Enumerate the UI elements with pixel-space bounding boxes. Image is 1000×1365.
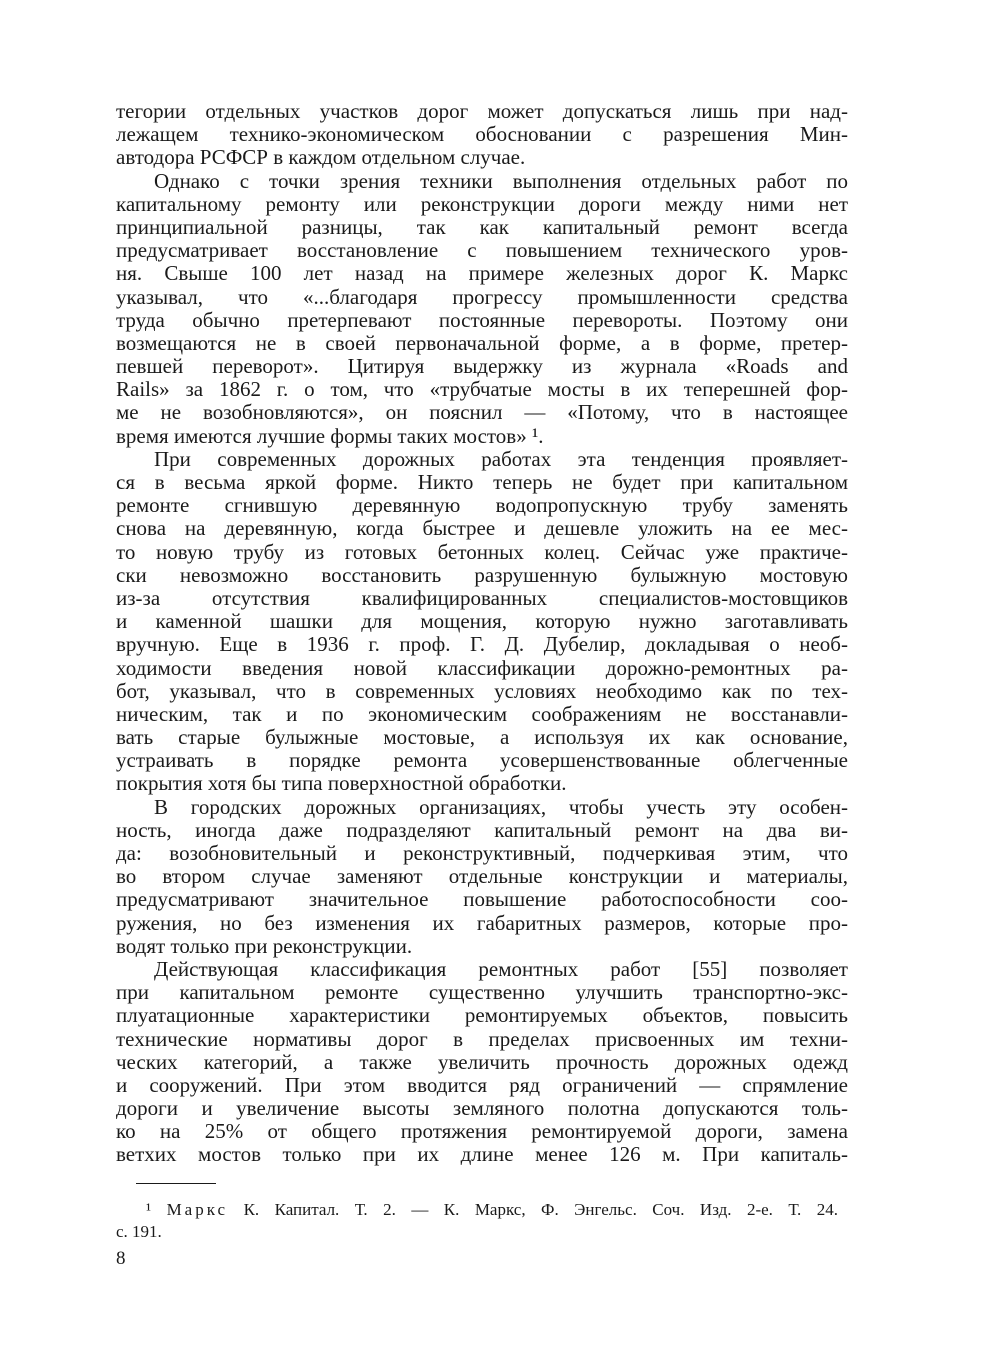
text-line: ческих категорий, а также увеличить прочность дорожных одежд (116, 1049, 848, 1074)
text-line: ко на 25% от общего протяжения ремонтируемой дороги, замена (116, 1119, 848, 1144)
footnote-citation: К. Капитал. Т. 2. — К. Маркс, Ф. Энгельс. Соч. Изд. 2-е. Т. 24. (243, 1200, 838, 1219)
text-line: да: возобновительный и реконструктивный, подчеркивая этим, что (116, 841, 848, 865)
text-line: бот, указывал, что в современных условиях необходимо как по тех- (116, 678, 848, 703)
text-line: устраивать в порядке ремонта усовершенствованные облегченные (116, 748, 848, 773)
text-line: ся в весьма яркой форме. Никто теперь не будет при капитальном (116, 470, 848, 494)
footnote-separator (136, 1183, 216, 1184)
text-line: плуатационные характеристики ремонтируемых объектов, повысить (116, 1003, 848, 1028)
body-text (116, 100, 848, 1167)
text-line: ническим, так и по экономическим соображениям не восстанавли- (116, 701, 848, 726)
text-line: вать старые булыжные мостовые, а используя их как основание, (116, 725, 848, 750)
paragraph (116, 796, 848, 958)
text-line: Действующая классификация ремонтных работ [55] позволяет (154, 956, 848, 981)
paragraph (116, 100, 848, 170)
text-line: вручную. Еще в 1936 г. проф. Г. Д. Дубелир, докладывая о необ- (116, 632, 848, 657)
text-line: ность, иногда даже подразделяют капитальный ремонт на два ви- (116, 817, 848, 842)
text-line: предусматривает восстановление с повышением технического уров- (116, 238, 848, 263)
text-line: возмещаются не в своей первоначальной форме, а в форме, претер- (116, 330, 848, 355)
text-line: при капитальном ремонте существенно улучшить транспортно-экс- (116, 980, 848, 1005)
text-line: Однако с точки зрения техники выполнения отдельных работ по (154, 168, 848, 193)
text-line: ня. Свыше 100 лет назад на примере железных дорог К. Маркс (116, 261, 848, 286)
text-line: покрытия хотя бы типа поверхностной обработки. (116, 771, 567, 796)
text-line: принципиальной разницы, так как капитальный ремонт всегда (116, 214, 848, 239)
text-line: лежащем технико-экономическом обосновании с разрешения Мин- (116, 122, 848, 147)
text-line: При современных дорожных работах эта тенденция проявляет- (154, 446, 848, 471)
page-number: 8 (116, 1248, 126, 1269)
footnote-marker: ¹ (146, 1200, 152, 1219)
text-line: Rails» за 1862 г. о том, что «трубчатые мосты в их теперешней фор- (116, 377, 848, 402)
text-line: тегории отдельных участков дорог может допускаться лишь при над- (116, 99, 848, 123)
text-line: предусматривают значительное повышение работоспособности соо- (116, 887, 848, 912)
text-line: ски невозможно восстановить разрушенную булыжную мостовую (116, 562, 848, 587)
footnote-line-1 (116, 1199, 838, 1221)
text-line: технические нормативы дорог в пределах присвоенных им техни- (116, 1026, 848, 1051)
paragraph (116, 170, 848, 448)
text-line: капитальному ремонту или реконструкции дороги между ними нет (116, 191, 848, 216)
text-line: В городских дорожных организациях, чтобы учесть эту особен- (154, 794, 848, 819)
text-line: из-за отсутствия квалифицированных специалистов-мостовщиков (116, 585, 848, 610)
text-line: ружения, но без изменения их габаритных размеров, которые про- (116, 910, 848, 935)
text-line: автодора РСФСР в каждом отдельном случае. (116, 145, 526, 170)
text-line: время имеются лучшие формы таких мостов» ¹. (116, 423, 544, 448)
text-line: то новую трубу из готовых бетонных колец. Сейчас уже практиче- (116, 539, 848, 564)
paragraph (116, 448, 848, 796)
footnote-author: Маркс (166, 1200, 229, 1219)
text-line: и сооружений. При этом вводится ряд ограничений — спрямление (116, 1072, 848, 1097)
text-line: ветхих мостов только при их длине менее 126 м. При капиталь- (116, 1142, 848, 1167)
text-line: снова на деревянную, когда быстрее и дешевле уложить на ее мес- (116, 516, 848, 541)
text-line: ремонте сгнившую деревянную водопропускную трубу заменять (116, 493, 848, 518)
text-line: указывал, что «...благодаря прогрессу промышленности средства (116, 284, 848, 309)
footnote (116, 1199, 838, 1243)
text-line: труда обычно претерпевают постоянные перевороты. Поэтому они (116, 307, 848, 332)
text-line: ходимости введения новой классификации дорожно-ремонтных ра- (116, 655, 848, 680)
text-line: ме не возобновляются», он пояснил — «Потому, что в настоящее (116, 400, 848, 425)
text-line: дороги и увеличение высоты земляного полотна допускаются толь- (116, 1096, 848, 1121)
text-line: во втором случае заменяют отдельные конструкции и материалы, (116, 864, 848, 889)
footnote-line-2: с. 191. (116, 1222, 162, 1241)
paragraph (116, 958, 848, 1167)
text-line: певшей переворот». Цитируя выдержку из журнала «Roads and (116, 354, 848, 379)
text-line: водят только при реконструкции. (116, 933, 413, 958)
text-line: и каменной шашки для мощения, которую нужно заготавливать (116, 609, 848, 634)
